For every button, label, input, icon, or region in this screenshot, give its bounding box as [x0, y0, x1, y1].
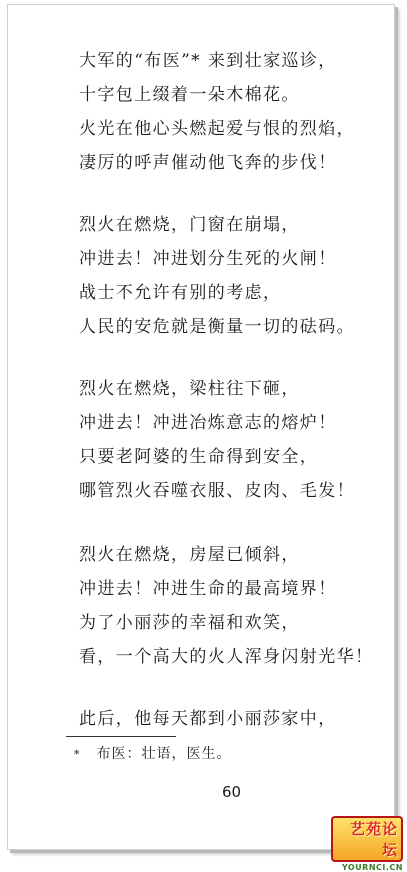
site-watermark-logo: [331, 816, 403, 872]
footnote-divider: [66, 736, 176, 737]
poem-line: 哪管烈火吞噬衣服、皮肉、毛发！: [79, 481, 355, 501]
watermark-title: 艺苑论坛: [331, 816, 403, 862]
poem-line: 冲进去！冲进冶炼意志的熔炉！: [79, 413, 337, 433]
poem-line: 为了小丽莎的幸福和欢笑，: [79, 613, 300, 633]
poem-line: 此后，他每天都到小丽莎家中，: [79, 709, 337, 729]
page-number: 60: [222, 783, 242, 801]
footnote-text: 布医：壮语，医生。: [96, 746, 232, 762]
poem-line: 看，一个高大的火人浑身闪射光华！: [79, 647, 374, 667]
watermark-url: YOURNCI.CN: [341, 863, 403, 872]
footnote-marker: *: [74, 748, 81, 761]
poem-line: 只要老阿婆的生命得到安全，: [79, 447, 319, 467]
poem-line: 大军的“布医”* 来到壮家巡诊，: [79, 51, 337, 71]
footnote: [74, 743, 232, 763]
poem-line: 战士不允许有别的考虑，: [79, 283, 282, 303]
poem-line: 烈火在燃烧，房屋已倾斜，: [79, 545, 300, 565]
poem-line: 冲进去！冲进划分生死的火闸！: [79, 249, 337, 269]
poem-line: 凄厉的呼声催动他飞奔的步伐！: [79, 153, 337, 173]
poem-line: 烈火在燃烧，门窗在崩塌，: [79, 215, 300, 235]
poem-line: 十字包上缀着一朵木棉花。: [79, 85, 300, 105]
book-page: [7, 4, 395, 850]
poem-line: 烈火在燃烧，梁柱往下砸，: [79, 379, 300, 399]
poem-line: 冲进去！冲进生命的最高境界！: [79, 579, 337, 599]
poem-line: 火光在他心头燃起爱与恨的烈焰，: [79, 119, 355, 139]
poem-line: 人民的安危就是衡量一切的砝码。: [79, 317, 355, 337]
